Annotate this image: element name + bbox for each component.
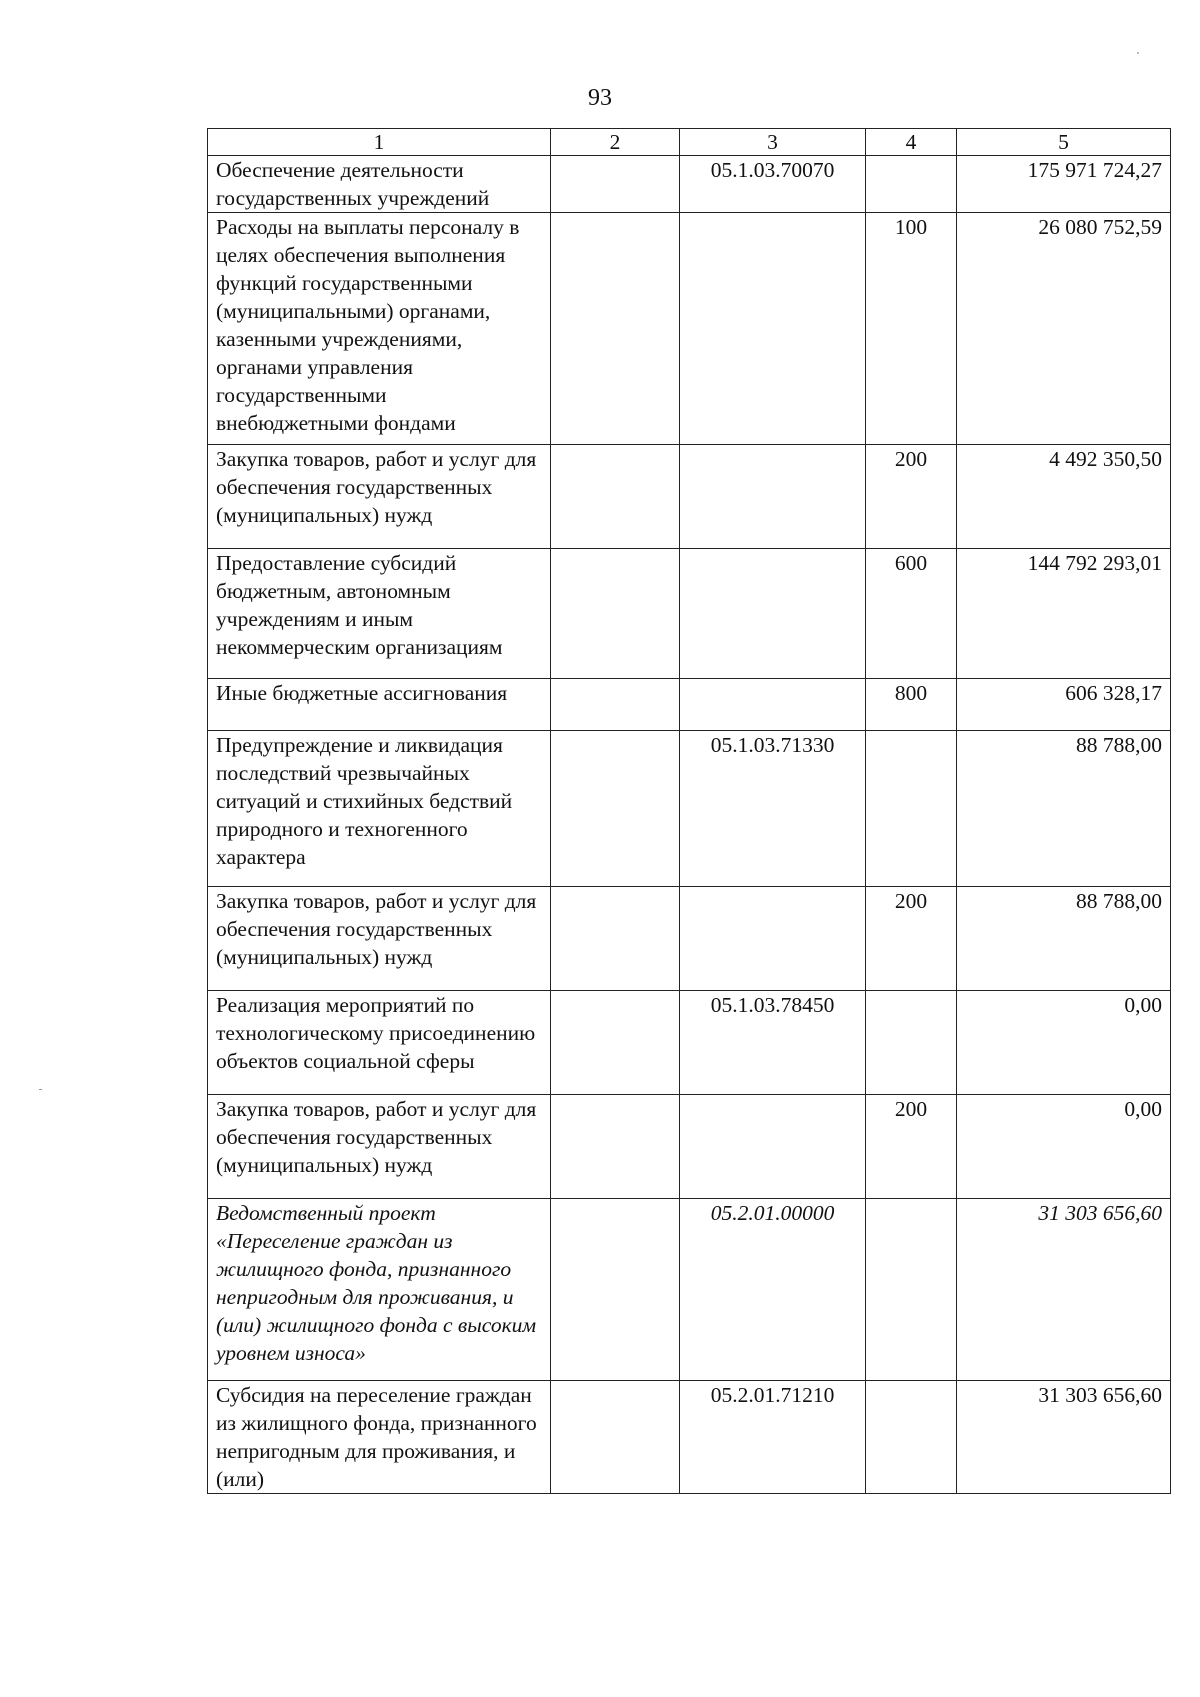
expense-type-cell bbox=[866, 1381, 957, 1494]
target-code-cell: 05.2.01.00000 bbox=[680, 1199, 866, 1381]
table-row bbox=[208, 445, 1171, 549]
expense-name-cell: Закупка товаров, работ и услуг для обеспечения государственных (муниципальных) нужд bbox=[208, 445, 551, 549]
expense-type-cell: 800 bbox=[866, 679, 957, 731]
scan-speck bbox=[1137, 52, 1139, 54]
expense-type-cell bbox=[866, 156, 957, 213]
section-cell bbox=[551, 1381, 680, 1494]
amount-cell: 175 971 724,27 bbox=[957, 156, 1171, 213]
amount-cell: 31 303 656,60 bbox=[957, 1381, 1171, 1494]
expense-name-cell: Иные бюджетные ассигнования bbox=[208, 679, 551, 731]
target-code-cell bbox=[680, 445, 866, 549]
table-row bbox=[208, 887, 1171, 991]
expense-name-cell: Закупка товаров, работ и услуг для обеспечения государственных (муниципальных) нужд bbox=[208, 1095, 551, 1199]
table-row bbox=[208, 156, 1171, 213]
expense-type-cell: 200 bbox=[866, 445, 957, 549]
section-cell bbox=[551, 1095, 680, 1199]
table-row bbox=[208, 213, 1171, 445]
table-row bbox=[208, 1199, 1171, 1381]
section-cell bbox=[551, 1199, 680, 1381]
section-cell bbox=[551, 549, 680, 679]
section-cell bbox=[551, 445, 680, 549]
expense-type-cell bbox=[866, 1199, 957, 1381]
target-code-cell: 05.1.03.78450 bbox=[680, 991, 866, 1095]
amount-cell: 88 788,00 bbox=[957, 731, 1171, 887]
table-body bbox=[208, 156, 1171, 1494]
amount-cell: 88 788,00 bbox=[957, 887, 1171, 991]
expense-type-cell: 600 bbox=[866, 549, 957, 679]
target-code-cell: 05.2.01.71210 bbox=[680, 1381, 866, 1494]
amount-cell: 144 792 293,01 bbox=[957, 549, 1171, 679]
section-cell bbox=[551, 679, 680, 731]
column-header-1: 1 bbox=[208, 129, 551, 156]
expense-name-cell: Субсидия на переселение граждан из жилищного фонда, признанного непригодным для проживания, и (или) bbox=[208, 1381, 551, 1494]
page-number: 93 bbox=[588, 85, 612, 111]
amount-cell: 31 303 656,60 bbox=[957, 1199, 1171, 1381]
column-header-4: 4 bbox=[866, 129, 957, 156]
expense-type-cell: 100 bbox=[866, 213, 957, 445]
expense-name-cell: Закупка товаров, работ и услуг для обеспечения государственных (муниципальных) нужд bbox=[208, 887, 551, 991]
budget-table bbox=[207, 128, 1171, 1494]
expense-type-cell bbox=[866, 991, 957, 1095]
target-code-cell bbox=[680, 1095, 866, 1199]
table-row bbox=[208, 1095, 1171, 1199]
section-cell bbox=[551, 213, 680, 445]
amount-cell: 4 492 350,50 bbox=[957, 445, 1171, 549]
target-code-cell bbox=[680, 213, 866, 445]
section-cell bbox=[551, 887, 680, 991]
section-cell bbox=[551, 991, 680, 1095]
expense-name-cell: Реализация мероприятий по технологическому присоединению объектов социальной сферы bbox=[208, 991, 551, 1095]
table-row bbox=[208, 679, 1171, 731]
column-header-5: 5 bbox=[957, 129, 1171, 156]
expense-name-cell: Предоставление субсидий бюджетным, автономным учреждениям и иным некоммерческим организациям bbox=[208, 549, 551, 679]
expense-type-cell: 200 bbox=[866, 887, 957, 991]
table-row bbox=[208, 991, 1171, 1095]
column-header-2: 2 bbox=[551, 129, 680, 156]
scan-speck bbox=[39, 1089, 42, 1090]
amount-cell: 0,00 bbox=[957, 1095, 1171, 1199]
expense-type-cell bbox=[866, 731, 957, 887]
target-code-cell: 05.1.03.71330 bbox=[680, 731, 866, 887]
target-code-cell bbox=[680, 679, 866, 731]
table-row bbox=[208, 731, 1171, 887]
amount-cell: 26 080 752,59 bbox=[957, 213, 1171, 445]
amount-cell: 0,00 bbox=[957, 991, 1171, 1095]
expense-name-cell: Расходы на выплаты персоналу в целях обеспечения выполнения функций государственными (муниципальными) органами, казенными учреждениями, органами управления государственными внебюджетными фондами bbox=[208, 213, 551, 445]
expense-name-cell: Обеспечение деятельности государственных учреждений bbox=[208, 156, 551, 213]
target-code-cell bbox=[680, 887, 866, 991]
target-code-cell bbox=[680, 549, 866, 679]
section-cell bbox=[551, 156, 680, 213]
column-header-3: 3 bbox=[680, 129, 866, 156]
header-row bbox=[208, 129, 1171, 156]
expense-type-cell: 200 bbox=[866, 1095, 957, 1199]
target-code-cell: 05.1.03.70070 bbox=[680, 156, 866, 213]
table-row bbox=[208, 1381, 1171, 1494]
expense-name-cell: Предупреждение и ликвидация последствий чрезвычайных ситуаций и стихийных бедствий природного и техногенного характера bbox=[208, 731, 551, 887]
amount-cell: 606 328,17 bbox=[957, 679, 1171, 731]
table-row bbox=[208, 549, 1171, 679]
expense-name-cell: Ведомственный проект «Переселение граждан из жилищного фонда, признанного непригодным для проживания, и (или) жилищного фонда с высоким уровнем износа» bbox=[208, 1199, 551, 1381]
section-cell bbox=[551, 731, 680, 887]
